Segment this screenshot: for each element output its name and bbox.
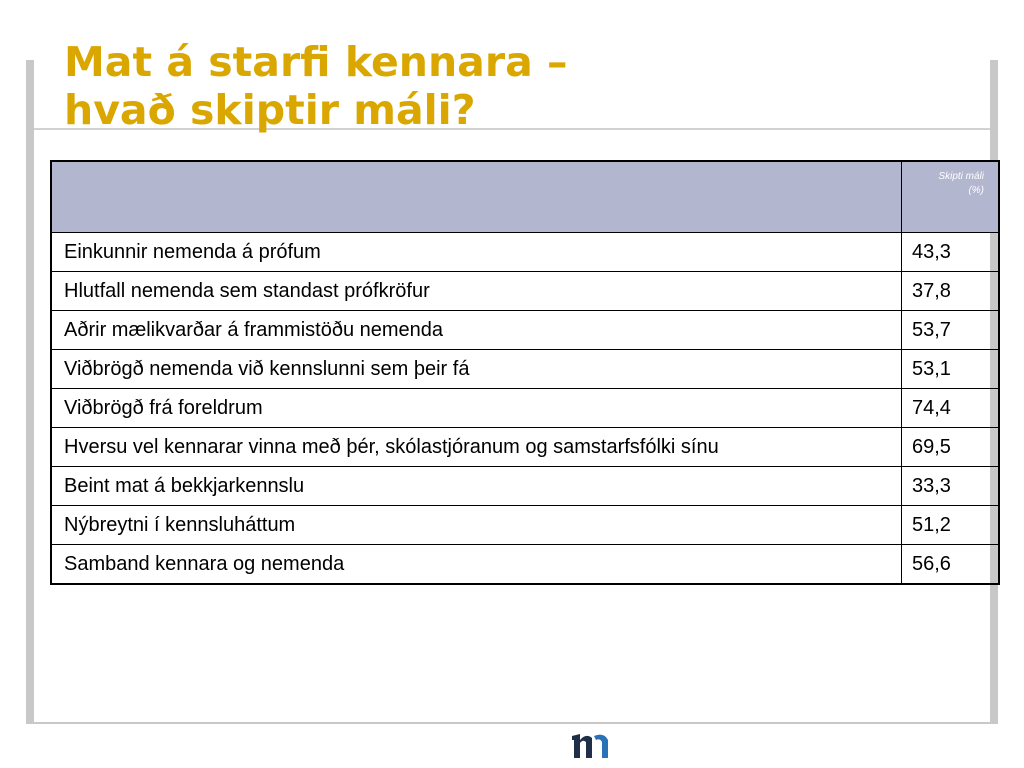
header-value-line-2: (%) bbox=[968, 185, 984, 196]
header-value-line-1: Skipti máli bbox=[938, 171, 984, 182]
row-value: 69,5 bbox=[902, 428, 1000, 467]
header-label-cell bbox=[51, 161, 902, 233]
row-value: 43,3 bbox=[902, 233, 1000, 272]
row-label: Viðbrögð nemenda við kennslunni sem þeir fá bbox=[51, 350, 902, 389]
table-row bbox=[51, 350, 999, 389]
table-row bbox=[51, 506, 999, 545]
slide-title-line-2: hvað skiptir máli? bbox=[64, 86, 476, 134]
slide-title-line-1: Mat á starfi kennara – bbox=[64, 38, 568, 86]
row-value: 74,4 bbox=[902, 389, 1000, 428]
row-value: 56,6 bbox=[902, 545, 1000, 585]
row-label: Viðbrögð frá foreldrum bbox=[51, 389, 902, 428]
row-label: Hversu vel kennarar vinna með þér, skólastjóranum og samstarfsfólki sínu bbox=[51, 428, 902, 467]
table-header-row bbox=[51, 161, 999, 233]
row-value: 37,8 bbox=[902, 272, 1000, 311]
table-row bbox=[51, 545, 999, 585]
table-row bbox=[51, 428, 999, 467]
row-value: 51,2 bbox=[902, 506, 1000, 545]
row-label: Beint mat á bekkjarkennslu bbox=[51, 467, 902, 506]
logo-dark-stroke bbox=[572, 734, 592, 758]
row-label: Samband kennara og nemenda bbox=[51, 545, 902, 585]
header-value-cell bbox=[902, 161, 1000, 233]
table-row bbox=[51, 389, 999, 428]
row-label: Einkunnir nemenda á prófum bbox=[51, 233, 902, 272]
slide-frame-bottom bbox=[34, 722, 990, 724]
row-label: Hlutfall nemenda sem standast prófkröfur bbox=[51, 272, 902, 311]
slide-frame-left bbox=[26, 60, 34, 724]
logo-accent-stroke bbox=[594, 735, 608, 758]
table-row bbox=[51, 233, 999, 272]
row-label: Aðrir mælikvarðar á frammistöðu nemenda bbox=[51, 311, 902, 350]
table-row bbox=[51, 311, 999, 350]
slide-title bbox=[64, 38, 568, 134]
row-value: 33,3 bbox=[902, 467, 1000, 506]
table-row bbox=[51, 467, 999, 506]
row-label: Nýbreytni í kennsluháttum bbox=[51, 506, 902, 545]
table-row bbox=[51, 272, 999, 311]
row-value: 53,1 bbox=[902, 350, 1000, 389]
results-table bbox=[50, 160, 1000, 585]
row-value: 53,7 bbox=[902, 311, 1000, 350]
n-logo-icon bbox=[570, 730, 612, 762]
